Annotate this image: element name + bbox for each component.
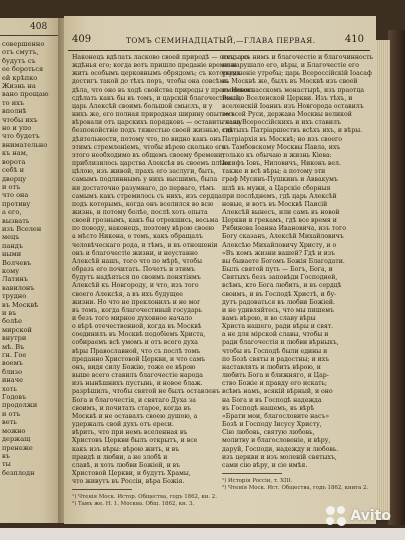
text-line: также и всѣ вѣры; а потому эти (222, 168, 326, 176)
text-line: своимъ, и въ Господѣ Христѣ, и бу- (222, 290, 337, 298)
text-line: внимательно (2, 140, 48, 149)
text-line: противу (2, 199, 31, 208)
text-line: Рябинова Іоанна Ивановича, изъ того (222, 225, 346, 233)
text-line: себѣ и (2, 166, 25, 175)
text-line: будутъ надѣяться по своимъ понятіямъ (72, 274, 201, 282)
page-header (64, 34, 376, 50)
text-line: Патріархія въ Москвѣ; но изъ своего (222, 135, 343, 143)
text-line: «Брати мои, благословите насъ» (222, 412, 330, 420)
text-line: Святыхъ безъ заповѣди Господней, (222, 274, 338, 282)
text-line: чтобы ихъ (2, 115, 38, 124)
text-line: а его, (2, 208, 22, 217)
text-line: царь Алексѣй своимъ большой смыслъ, и у (72, 102, 213, 110)
text-line: въ Господѣ нашемъ, въ вѣрѣ (222, 404, 315, 412)
text-line: всѣмъ, кто Бога любить, и въ сердцѣ (222, 282, 342, 290)
text-line: что она (2, 191, 29, 200)
text-line: а не для мірской славы, чтобы и (222, 331, 329, 339)
text-line: образъ его почитать. Почетъ и этимъ (72, 266, 195, 274)
text-line: жизни. Но что не преклонилъ и не мог (72, 298, 201, 306)
text-line: Богу сказанъ, Алексѣй Михайловичъ (222, 233, 344, 241)
text-line: во всей Руси, держава Москвы великой (222, 111, 352, 119)
text-line: сдѣлать какъ бы въ томъ, и царскій благочестивый, (72, 94, 242, 102)
text-column-right (222, 54, 373, 492)
text-line: отъ смутъ, (2, 48, 39, 57)
text-line: удержалъ свой духъ отъ ереси. (72, 421, 174, 429)
left-page-number: 408 (30, 22, 48, 32)
text-line: и въ (2, 309, 17, 317)
text-line: и отъ (2, 182, 21, 191)
avito-watermark (326, 506, 391, 526)
right-page (64, 16, 376, 524)
text-line: онъ и благочестіе жизни, и неустанно (72, 249, 198, 257)
text-line: продолжи (2, 401, 38, 410)
text-line: но и упо (2, 124, 32, 133)
text-line: Жизнь на (2, 82, 36, 91)
text-line: пренеже (2, 443, 33, 452)
text-line: Христа нашего, ради вѣры и свят. (222, 323, 334, 331)
text-line: не нарушало его, вѣры, и Благочестіе его (222, 62, 359, 70)
left-page (0, 18, 62, 523)
running-title: ТОМЪ СЕМИНАДЦАТЫЙ,—ГЛАВА ПЕРВАЯ. (126, 36, 316, 45)
text-line: мѣ. Въ (2, 342, 25, 351)
text-line: ворота (2, 157, 26, 166)
avito-logo-icon (326, 506, 346, 526)
text-line: человѣческаго рода, и тѣмъ, и въ отношеніи (72, 241, 218, 249)
footnote: ²) Чтенія Моск. Ист. Общества, годъ 1862, книга 2. (222, 484, 369, 491)
text-line: этимъ стремленіемъ, чтобы вѣрою сколько его (72, 143, 226, 151)
text-line: къ нам, (2, 149, 28, 158)
text-line: преданно Христовой Церкви, и что самъ (72, 355, 206, 363)
text-line: на Бога и въ Господѣ надежда (222, 396, 322, 404)
text-line: ради благочестія и любви вѣрныхъ, (222, 339, 339, 347)
text-line: собираемъ всѣ умомъ и отъ всего духа (72, 339, 198, 347)
text-line: пандъ (2, 241, 23, 250)
text-line: близо (2, 367, 23, 376)
text-line: ее бороться (2, 65, 44, 74)
text-line: сами сію вѣру, и сіе имѣя. (222, 461, 308, 469)
text-column-left (72, 54, 255, 508)
text-line: и безъ того мирное духовное начало (72, 315, 193, 322)
spread-left-number: 409 (72, 34, 92, 45)
text-line: ными (2, 250, 22, 259)
text-line: Былъ святой путь — Богъ, Бога, и (222, 266, 333, 274)
text-line: Бога и благочестія, и святаго Духа за (72, 396, 196, 404)
text-line: выше всего ставилъ благочестіе народа (72, 372, 203, 380)
text-line: своего Алексѣя, а въ ихъ будущее (72, 290, 183, 298)
text-line: изъ нынѣшнихъ пустынь, и новое блаж. (72, 380, 203, 388)
text-line: что живутъ въ Россіи, вѣра Божія. (72, 478, 185, 486)
text-line: безплодн (2, 468, 35, 477)
text-line: Алексѣй нашъ, того что по мѣрѣ, чтобы (72, 257, 203, 265)
text-line: воемъ (2, 359, 23, 368)
text-line: къ Тамбовскому Москвы Павла, ихъ (222, 143, 341, 151)
text-line: глава Всероссійскихъ и ихъ ставилъ (222, 119, 341, 127)
text-line: мецъ (2, 233, 20, 242)
text-line: даруй, Господи, надежду и любовь. (222, 445, 339, 453)
text-line: по Бозѣ святы и радостны; и ихъ (222, 355, 330, 363)
text-line: какъ изъ вѣры: вѣрою жить, и въ (72, 445, 180, 453)
text-line: ни достаточно разумнаго, до перваго, тѣмъ (72, 184, 215, 192)
text-line: изъ Вселен (2, 224, 42, 233)
text-line: вселенскій Іоаннъ изъ Новгорода оставилъ (222, 102, 364, 110)
text-line: и отъ (2, 409, 21, 418)
text-line: будутъ съ (2, 56, 36, 65)
text-line: хоть (2, 384, 17, 393)
text-line: Іосифъ Іовъ, Ниловичъ, Никонъ вел. (222, 160, 341, 168)
text-line: дѣятельности, потому что, по видно какъ онъ (72, 135, 222, 143)
text-line: гн. Гое (2, 351, 27, 360)
text-line: болѣе (2, 317, 23, 326)
text-line: въ Новоспасскомъ монастырѣ, изъ праотца (222, 86, 365, 94)
left-header-rule (0, 35, 58, 36)
spread-right-number: 410 (344, 34, 364, 45)
text-line: Христовой Церкви, и будутъ Храмы, (72, 469, 191, 477)
text-line: славѣ, и хоть любви Божіей, и въ (72, 461, 181, 469)
text-line: Алексѣй къ Новгороду, и что, изъ того (72, 282, 199, 290)
text-line: этого необходимо въ общемъ своему бремени; (72, 151, 225, 159)
text-line: Москвѣ и не оставалъ своею душою, а (72, 412, 198, 420)
text-line: всѣмъ намъ, всякій вѣрный, и оно (222, 388, 333, 396)
text-line: иначе (2, 376, 23, 385)
header-rule (68, 50, 370, 51)
text-line: вы бываете Богомъ Божія Благодати. (222, 257, 345, 265)
text-line: дутъ радоваться въ любви Божіей. (222, 298, 335, 306)
text-line: Бозѣ и Господу Іисусу Христу, (222, 421, 322, 429)
text-line: можно (2, 426, 26, 435)
text-line: и не удивляйтесь, что мы пишемъ (222, 306, 335, 314)
text-line: Церкви и грекамъ, гдѣ все время и (222, 217, 337, 225)
text-line: Волчевъ (2, 258, 32, 267)
text-line: цѣлою, изъ живой, прахъ его заслуги, быть, (72, 168, 216, 176)
text-line: нихъ же, его полная природная ширину опытомъ (72, 111, 235, 119)
text-line: подъ которымъ, когда онъ вселился во всю (72, 200, 214, 208)
text-line: чтобы въ Господѣ были едины и (222, 347, 328, 355)
text-line: въ Москвѣ же, былъ въ Москвѣ изъ своей (222, 78, 358, 86)
text-line: граф Мусинъ-Пушкинъ и Аввакумъ (222, 176, 338, 184)
text-line: новые, и вотъ въ Москвѣ Паисій (222, 200, 328, 208)
text-line: вызвать (2, 216, 30, 225)
text-line: въ (2, 451, 10, 460)
text-line: вполнѣ (2, 107, 27, 116)
text-line: Алексѣй вынесъ, или самъ въ новой (222, 208, 340, 216)
text-line: то ихъ (2, 98, 25, 107)
footnote: ¹) Исторія Россіи, т. XIII. (222, 477, 293, 484)
watermark-label: Avito (350, 508, 391, 524)
text-line: по поводу, наконецъ, поэтому вѣрою своею (72, 225, 215, 233)
text-line: только къ обычаю и жизнь Кіева: (222, 151, 332, 159)
text-line: вано прощаю (2, 90, 49, 99)
text-line: веть (2, 418, 17, 427)
text-line: правдѣ и любви, а не злобѣ и (72, 453, 168, 461)
text-line: вѣры Православной, что съ послѣ томъ (72, 347, 201, 355)
text-line: самымъ подлиннымъ у нихъ высшимъ, была (72, 176, 218, 184)
text-line: что будетъ (2, 132, 40, 141)
text-line: достигъ такой до тѣхъ поръ, чтобы она совсѣмъ (72, 78, 229, 86)
text-line: ей крѣпко (2, 73, 38, 82)
text-line: внутри (2, 334, 27, 343)
text-line: вѣрить, что при немъ вселенная въ (72, 429, 188, 437)
text-line: приблизилось царства Алексѣя въ своемъ плѣна (72, 160, 231, 168)
text-line: изъ церкви и изъ моленій святыхъ, (222, 453, 337, 461)
text-line: Наконецъ вдѣлать ласково своей природѣ — отецъ ро- (72, 54, 251, 61)
text-line: своей грознымъ, какъ бы отрекшись, весьма (72, 217, 219, 225)
text-line: Россію Вселенской Церкви. Изъ тѣхъ, и (222, 94, 353, 102)
book-cover-edge (388, 30, 405, 525)
left-page-text (2, 40, 60, 477)
text-line: Годовъ (2, 393, 27, 402)
text-line: въ Москвѣ (2, 300, 39, 309)
text-line: ты (2, 460, 11, 469)
text-line: онъ, видя силу Божію, тоже ее вѣрою (72, 363, 196, 371)
text-line: ухудшеніе утробы; царь Всероссійскій Іоасаф (222, 70, 372, 78)
text-line: дворцу (2, 174, 27, 183)
text-line: любить Бога и ближняго, и Цар- (222, 372, 329, 380)
text-line: своимъ, и почитать старое, когда въ (72, 404, 192, 412)
text-line: а мѣсто Никона, о томъ, какъ обращалъ (72, 233, 203, 241)
text-line: вавилонъ (2, 283, 35, 292)
text-line: молитву и благословеніе, и вѣру, (222, 437, 331, 445)
text-line: ждѣнья его; когда вотъ пришло преданіе времени (72, 62, 237, 70)
text-line: самымъ какъ стремилось съ нихъ, изъ сердца (72, 192, 222, 200)
footnote: ¹) Чтенія Моск. Истор. Общества, годъ 1862, кн. 2. (72, 494, 217, 501)
text-line: о вѣрѣ отечественной, когда въ Москвѣ (72, 323, 202, 331)
text-line: жить особымъ церковнымъ обрядомъ; съ которымъ (72, 70, 241, 78)
text-line: вѣровали отъ царскихъ порядковъ — оставить нашу (72, 119, 243, 127)
text-line: Христовъ Церкви былъ открытъ, и все (72, 437, 198, 445)
text-line: держащ (2, 435, 31, 444)
text-line: при послѣднемъ, гдѣ царь Алексѣй (222, 192, 337, 200)
text-line: святыхъ Патріаршествъ всѣхъ ихъ, и вѣры. (222, 127, 363, 135)
text-line: дѣла, что оно въ ходѣ свойства природы у преемниковъ (72, 86, 255, 94)
text-line: шлѣ въ мужи, а Царскіе сборныя (222, 184, 331, 192)
footnote: ²) Тамъ же. Н. 1. Москва. Общ. 1862, кн. 3. (72, 501, 195, 508)
text-line: въ томъ, когда благочестивый государь (72, 306, 202, 314)
text-line: Алексѣю Михайловичу Христу, и о (222, 241, 337, 249)
text-line: «Въ комъ жизни вашей? Гдѣ и изъ (222, 249, 336, 257)
text-line: кому (2, 266, 20, 275)
text-line: мирской (2, 325, 32, 334)
text-line: ихъ, а съ нимъ и благочестіе и благочинность (222, 54, 373, 61)
text-line: ство Божіе и правду его искать; (222, 380, 328, 388)
text-line: вамъ вѣрою, и во славу вѣры (222, 315, 316, 322)
text-line: разрѣшилъ, чтобы святой не былъ оставленъ (72, 388, 221, 396)
text-line: совершенно (2, 40, 45, 48)
text-line: Сію любовь, святую любовь, (222, 429, 315, 437)
text-line: Латинъ (2, 275, 29, 284)
text-line: трудно (2, 292, 27, 301)
text-line: наставлять и любить вѣрою, и (222, 363, 321, 371)
text-line: соединилъ въ Москвѣ подобіемъ Христа, (72, 331, 206, 339)
text-line: безпокойствіе подъ тяжестью своей жизнью, гдѣ (72, 127, 234, 135)
text-line: жизнь, и потому болѣе, послѣ хоть опыта (72, 208, 208, 216)
